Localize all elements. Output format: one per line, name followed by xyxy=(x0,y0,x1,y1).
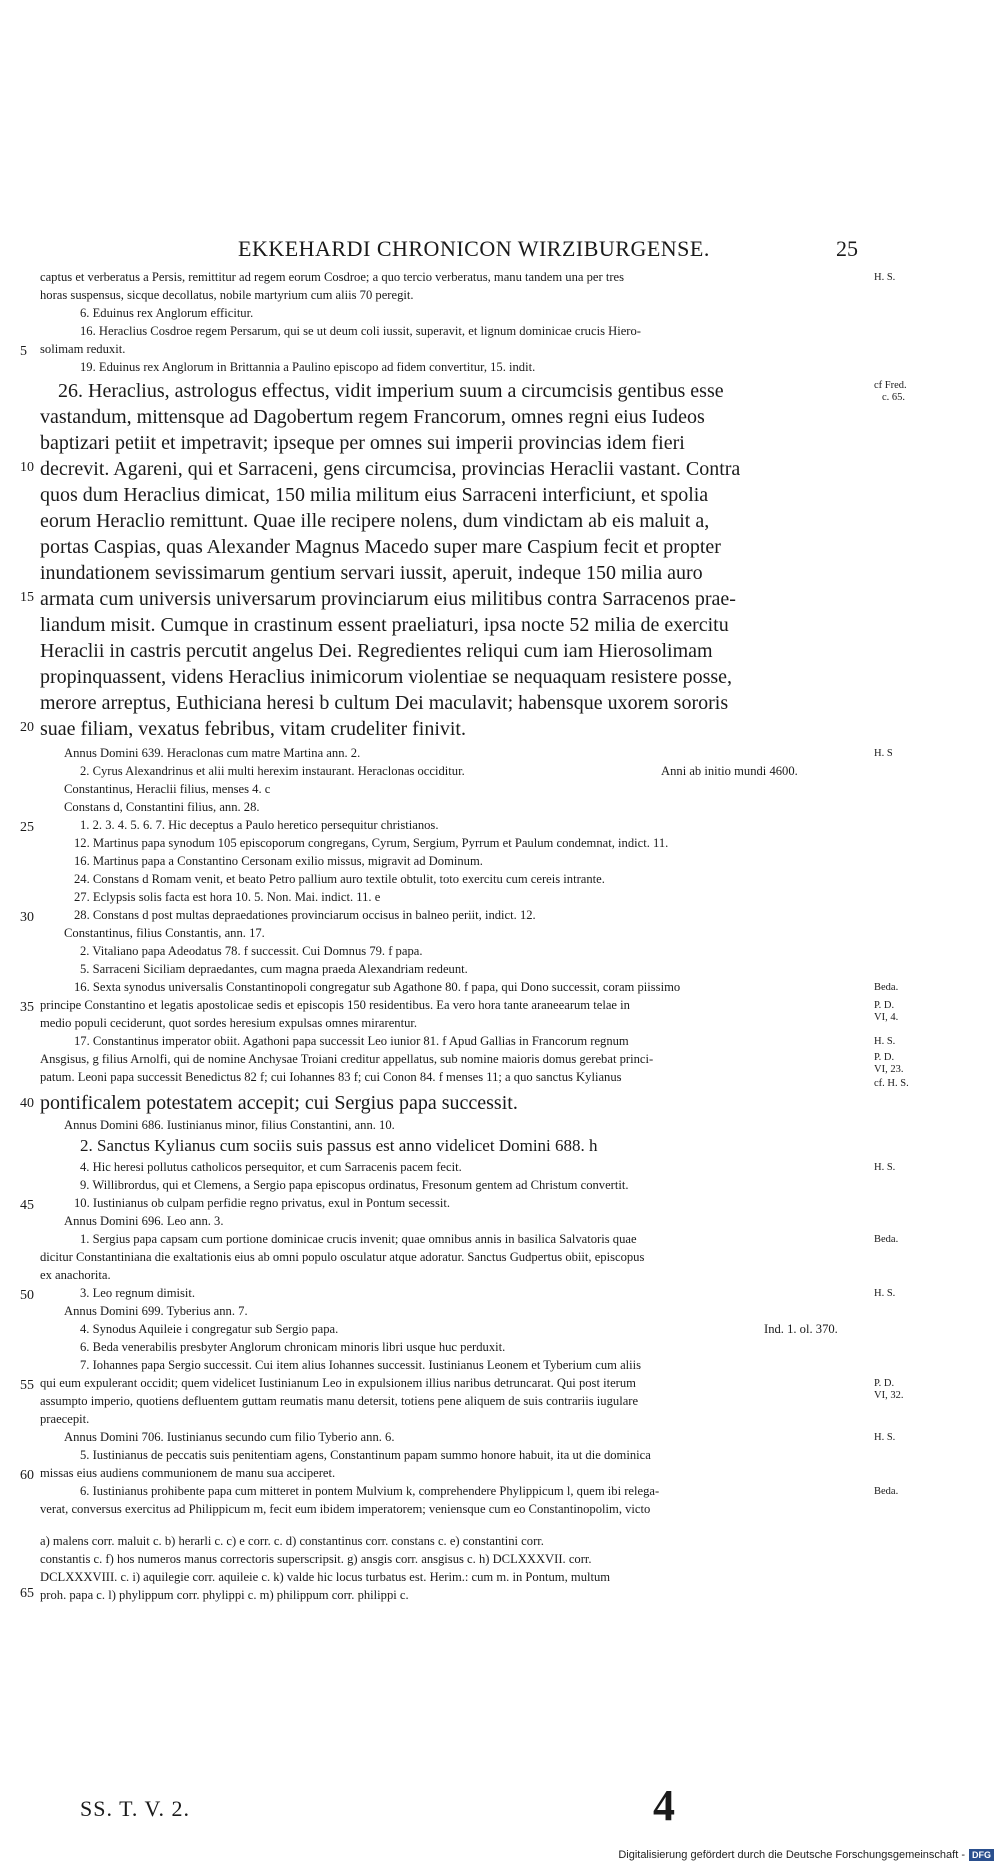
text-line: qui eum expulerant occidit; quem videlicet Iustinianum Leo in expulsionem illius naribus detruncarat. Qui post iterum xyxy=(40,1376,636,1390)
margin-note: cf. H. S. xyxy=(874,1078,909,1089)
text-line: 16. Martinus papa a Constantino Cersonam exilio missus, migravit ad Dominum. xyxy=(74,854,483,868)
margin-note: c. 65. xyxy=(882,392,906,403)
margin-note: cf Fred. xyxy=(874,380,907,391)
text-line: 28. Constans d post multas depraedationes provinciarum occisus in balneo periit, indict. 12. xyxy=(74,908,536,922)
text-line: 2. Sanctus Kylianus cum sociis suis passus est anno videlicet Domini 688. h xyxy=(80,1136,598,1155)
text-line: 7. Iohannes papa Sergio successit. Cui item alius Iohannes successit. Iustinianus Leonem et Tyberium cum aliis xyxy=(80,1358,642,1372)
text-line: merore arreptus, Euthiciana heresi b cultum Dei maculavit; habensque uxorem sororis xyxy=(40,692,729,714)
text-line: 26. Heraclius, astrologus effectus, vidit imperium suum a circumcisis gentibus esse xyxy=(58,380,724,402)
margin-note: Beda. xyxy=(874,1486,899,1497)
text-line: Annus Domini 696. Leo ann. 3. xyxy=(64,1214,224,1228)
text-line: Annus Domini 686. Iustinianus minor, filius Constantini, ann. 10. xyxy=(64,1118,395,1132)
text-line: missas eius audiens communionem de manu sua acciperet. xyxy=(40,1466,336,1480)
margin-note: H. S. xyxy=(874,1162,896,1173)
dfg-logo: DFG xyxy=(969,1849,994,1861)
margin-note: VI, 4. xyxy=(874,1012,899,1023)
text-line: suae filiam, vexatus febribus, vitam crudeliter finivit. xyxy=(40,718,466,740)
line-number: 30 xyxy=(20,910,34,925)
text-line: dicitur Constantiniana die exaltationis eius ab omni populo osculatur atque adoratur. Sanctus Gudpertus obiit, episcopus xyxy=(40,1250,645,1264)
text-line: Constantinus, filius Constantis, ann. 17. xyxy=(64,926,265,940)
footnote-line: constantis c. f) hos numeros manus correctoris superscripsit. g) ansgis corr. ansgisus c. h) DCLXXXVII. corr. xyxy=(40,1552,592,1566)
text-line: 1. 2. 3. 4. 5. 6. 7. Hic deceptus a Paulo heretico persequitur christianos. xyxy=(80,818,439,832)
margin-note: VI, 32. xyxy=(874,1390,904,1401)
margin-note: H. S. xyxy=(874,1432,896,1443)
digitization-credit xyxy=(618,1849,994,1861)
text-line: Heraclii in castris percutit angelus Dei. Regredientes reliqui cum iam Hierosolimam xyxy=(40,640,713,662)
footnote-line: proh. papa c. l) phylippum corr. phylippi c. m) philippum corr. philippi c. xyxy=(40,1588,409,1602)
text-line: 1. Sergius papa capsam cum portione dominicae crucis invenit; quae omnibus annis in basilica Salvatoris quae xyxy=(80,1232,637,1246)
line-number: 65 xyxy=(20,1586,34,1601)
margin-note: VI, 23. xyxy=(874,1064,904,1075)
text-line: 16. Heraclius Cosdroe regem Persarum, qui se ut deum coli iussit, superavit, et lignum dominicae crucis Hiero- xyxy=(80,324,641,338)
text-line: inundationem sevissimarum gentium servari iussit, aperuit, indeque 150 milia auro xyxy=(40,562,703,584)
text-line: 10. Iustinianus ob culpam perfidie regno privatus, exul in Pontum secessit. xyxy=(74,1196,450,1210)
margin-note: H. S. xyxy=(874,272,896,283)
line-number: 5 xyxy=(20,344,27,359)
footnote-line: DCLXXXVIII. c. i) aquilegie corr. aquileie c. k) valde hic locus turbatus est. Herim.: cum m. in Pontum, multum xyxy=(40,1570,611,1584)
line-number: 35 xyxy=(20,1000,34,1015)
text-line: praecepit. xyxy=(40,1412,90,1426)
margin-note: P. D. xyxy=(874,1378,895,1389)
margin-note: Beda. xyxy=(874,1234,899,1245)
text-line: ex anachorita. xyxy=(40,1268,111,1282)
line-number: 60 xyxy=(20,1468,34,1483)
text-line: 5. Iustinianus de peccatis suis penitentiam agens, Constantinum papam summo honore habuit, ita ut die dominica xyxy=(80,1448,651,1462)
margin-note: H. S xyxy=(874,748,893,759)
digitization-text: Digitalisierung gefördert durch die Deutsche Forschungsgemeinschaft - xyxy=(618,1849,965,1861)
text-line: Anni ab initio mundi 4600. xyxy=(661,764,798,778)
text-line: portas Caspias, quas Alexander Magnus Macedo super mare Caspium fecit et propter xyxy=(40,536,721,558)
text-line: 24. Constans d Romam venit, et beato Petro pallium auro textile obtulit, toto exercitu cum cereis intrante. xyxy=(74,872,605,886)
line-number: 45 xyxy=(20,1198,34,1213)
margin-note: H. S. xyxy=(874,1036,896,1047)
text-line: assumpto imperio, quotiens defluentem guttam reumatis manu detersit, totiens pene aliquem de suis contrariis iugulare xyxy=(40,1394,639,1408)
text-line: 16. Sexta synodus universalis Constantinopoli congregatur sub Agathone 80. f papa, qui Dono successit, coram piissimo xyxy=(74,980,681,994)
text-line: Constantinus, Heraclii filius, menses 4. c xyxy=(64,782,271,796)
text-line: 6. Iustinianus prohibente papa cum mitteret in pontem Mulvium k, comprehendere Phylippicum l, quem ibi relega- xyxy=(80,1484,660,1498)
text-line: vastandum, mittensque ad Dagobertum regem Francorum, omnes regni eius Iudeos xyxy=(40,406,705,428)
text-line: Ansgisus, g filius Arnolfi, qui de nomine Anchysae Troiani creditur appellatus, sub nomine maioris domus gerebat princi- xyxy=(40,1052,654,1066)
line-number: 25 xyxy=(20,820,34,835)
text-line: medio populi ceciderunt, quot sordes heresium expulsas omnes mirarentur. xyxy=(40,1016,418,1030)
text-line: armata cum universis universarum provinciarum eius militibus contra Sarracenos prae- xyxy=(40,588,736,610)
text-line: propinquassent, videns Heraclius inimicorum violentiae se nequaquam resistere posse, xyxy=(40,666,733,688)
text-line: 12. Martinus papa synodum 105 episcoporum congregans, Cyrum, Sergium, Pyrrum et Paulum condemnat, indict. 11. xyxy=(74,836,669,850)
margin-note: H. S. xyxy=(874,1288,896,1299)
text-line: Annus Domini 639. Heraclonas cum matre Martina ann. 2. xyxy=(64,746,361,760)
footnote-line: a) malens corr. maluit c. b) herarli c. c) e corr. c. d) constantinus corr. constans c. e) constantini corr. xyxy=(40,1534,544,1548)
line-number: 50 xyxy=(20,1288,34,1303)
page-title: EKKEHARDI CHRONICON WIRZIBURGENSE. xyxy=(238,236,710,261)
line-number: 15 xyxy=(20,590,34,605)
text-line: eorum Heraclio remittunt. Quae ille recipere nolens, dum vindictam ab eis maluit a, xyxy=(40,510,710,532)
text-line: solimam reduxit. xyxy=(40,342,126,356)
margin-note: Beda. xyxy=(874,982,899,993)
text-line: horas suspensus, sicque decollatus, nobile martyrium cum aliis 70 peregit. xyxy=(40,288,414,302)
text-line: 2. Cyrus Alexandrinus et alii multi herexim instaurant. Heraclonas occiditur. xyxy=(80,764,465,778)
sheet-number: 4 xyxy=(653,1781,675,1830)
text-line: patum. Leoni papa successit Benedictus 82 f; cui Iohannes 83 f; cui Conon 84. f menses 11; a quo sanctus Kylianus xyxy=(40,1070,622,1084)
text-line: Ind. 1. ol. 370. xyxy=(764,1322,838,1336)
text-line: Annus Domini 699. Tyberius ann. 7. xyxy=(64,1304,248,1318)
text-line: 3. Leo regnum dimisit. xyxy=(80,1286,196,1300)
text-line: captus et verberatus a Persis, remittitur ad regem eorum Cosdroe; a quo tercio verberatus, manu tandem una per tres xyxy=(40,270,625,284)
text-line: Annus Domini 706. Iustinianus secundo cum filio Tyberio ann. 6. xyxy=(64,1430,395,1444)
text-line: decrevit. Agareni, qui et Sarraceni, gens circumcisa, provincias Heraclii vastant. Contra xyxy=(40,458,741,480)
text-line: Constans d, Constantini filius, ann. 28. xyxy=(64,800,260,814)
text-line: 27. Eclypsis solis facta est hora 10. 5. Non. Mai. indict. 11. e xyxy=(74,890,381,904)
text-line: liandum misit. Cumque in crastinum essent praeliaturi, ipsa nocte 52 milia de exercitu xyxy=(40,614,729,636)
text-line: 2. Vitaliano papa Adeodatus 78. f successit. Cui Domnus 79. f papa. xyxy=(80,944,423,958)
line-number: 40 xyxy=(20,1096,34,1111)
margin-note: P. D. xyxy=(874,1000,895,1011)
text-line: 6. Beda venerabilis presbyter Anglorum chronicam minoris libri usque huc perduxit. xyxy=(80,1340,506,1354)
text-line: 6. Eduinus rex Anglorum efficitur. xyxy=(80,306,254,320)
text-line: principe Constantino et legatis apostolicae sedis et episcopis 150 residentibus. Ea vero hora tante araneearum telae in xyxy=(40,998,630,1012)
signature-mark: SS. T. V. 2. xyxy=(80,1796,191,1821)
text-line: 5. Sarraceni Siciliam depraedantes, cum magna praeda Alexandriam redeunt. xyxy=(80,962,468,976)
text-line: quos dum Heraclius dimicat, 150 milia militum eius Sarraceni interficiunt, et spolia xyxy=(40,484,709,506)
page-number: 25 xyxy=(836,236,858,261)
text-line: 17. Constantinus imperator obiit. Agathoni papa successit Leo iunior 81. f Apud Gallias in Francorum regnum xyxy=(74,1034,629,1048)
text-line: 4. Synodus Aquileie i congregatur sub Sergio papa. xyxy=(80,1322,339,1336)
line-number: 55 xyxy=(20,1378,34,1393)
text-line: 9. Willibrordus, qui et Clemens, a Sergio papa episcopus ordinatus, Fresonum gentem ad Christum convertit. xyxy=(80,1178,629,1192)
text-line: 4. Hic heresi pollutus catholicos persequitor, et cum Sarracenis pacem fecit. xyxy=(80,1160,462,1174)
line-number: 10 xyxy=(20,460,34,475)
text-line: verat, conversus exercitus ad Philippicum m, fecit eum ibidem imperatorem; veniensque cum eo Constantinopolim, victo xyxy=(40,1502,651,1516)
line-number: 20 xyxy=(20,720,34,735)
running-header xyxy=(238,236,858,266)
margin-note: P. D. xyxy=(874,1052,895,1063)
text-line: pontificalem potestatem accepit; cui Sergius papa successit. xyxy=(40,1092,518,1114)
text-line: baptizari petiit et impetravit; ipseque per omnes sui imperii provincias idem fieri xyxy=(40,432,685,454)
text-line: 19. Eduinus rex Anglorum in Brittannia a Paulino episcopo ad fidem convertitur, 15. indit. xyxy=(80,360,536,374)
